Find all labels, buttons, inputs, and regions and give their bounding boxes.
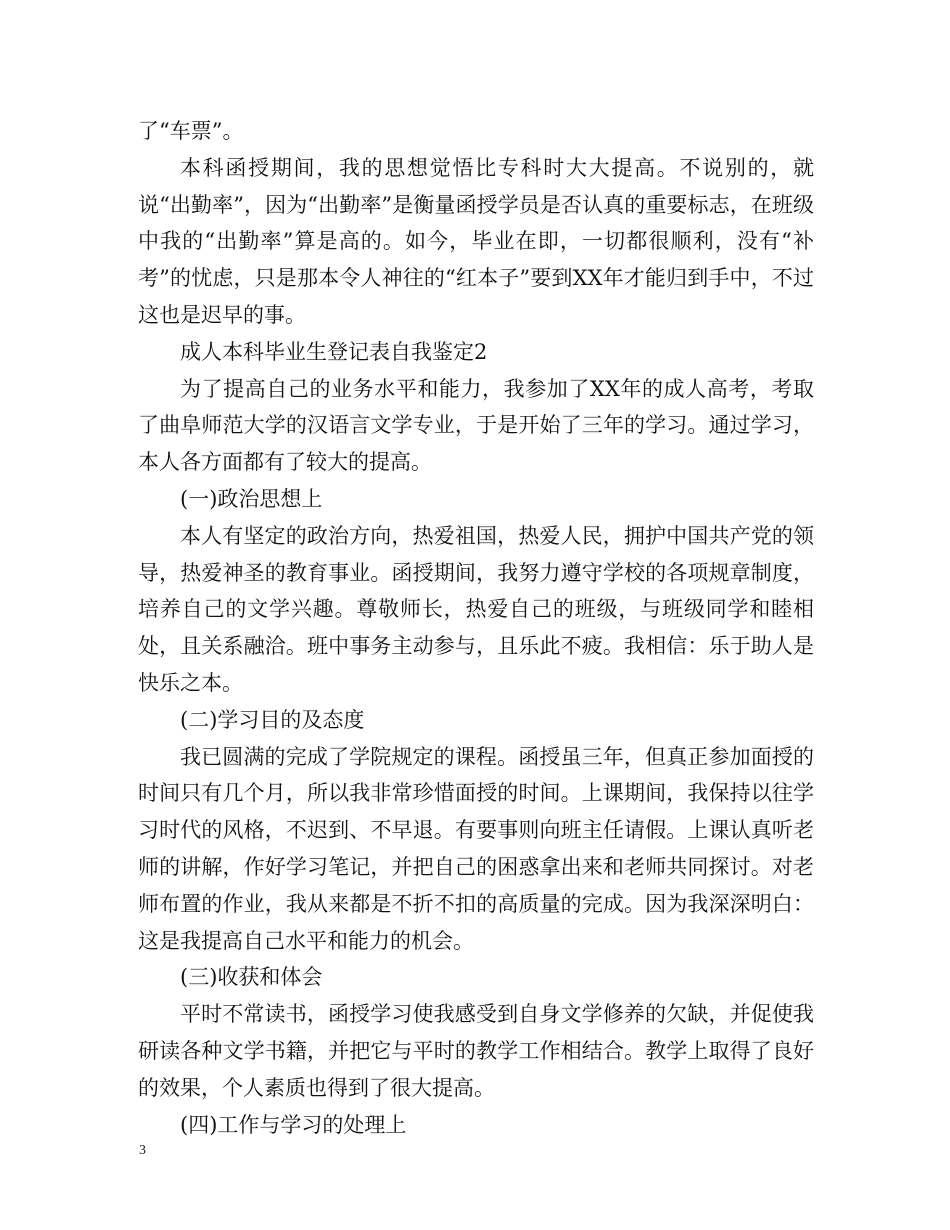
page-number: 3: [139, 1143, 146, 1158]
document-body: [138, 113, 814, 1143]
heading-study-attitude: (二)学习目的及态度: [180, 707, 365, 732]
paragraph-political-thought: 本人有坚定的政治方向，热爱祖国，热爱人民，拥护中国共产党的领导，热爱神圣的教育事业。函授期间，我努力遵守学校的各项规章制度，培养自己的文学兴趣。尊敬师长，热爱自己的班级，与班级同学和睦相处，且关系融洽。班中事务主动参与，且乐此不疲。我相信：乐于助人是快乐之本。: [138, 523, 814, 695]
paragraph-intro: 为了提高自己的业务水平和能力，我参加了XX年的成人高考，考取了曲阜师范大学的汉语言文学专业，于是开始了三年的学习。通过学习，本人各方面都有了较大的提高。: [138, 376, 814, 475]
heading-political-thought: (一)政治思想上: [180, 486, 323, 511]
paragraph-continuation: 了“车票”。: [138, 119, 244, 143]
paragraph-gains: 平时不常读书，函授学习使我感受到自身文学修养的欠缺，并促使我研读各种文学书籍，并把它与平时的教学工作相结合。教学上取得了良好的效果，个人素质也得到了很大提高。: [138, 1002, 814, 1100]
heading-gains: (三)收获和体会: [180, 965, 323, 990]
paragraph-study-attitude: 我已圆满的完成了学院规定的课程。函授虽三年，但真正参加面授的时间只有几个月，所以我非常珍惜面授的时间。上课期间，我保持以往学习时代的风格，不迟到、不早退。有要事则向班主任请假。上课认真听老师的讲解，作好学习笔记，并把自己的困惑拿出来和老师共同探讨。对老师布置的作业，我从来都是不折不扣的高质量的完成。因为我深深明白：这是我提高自己水平和能力的机会。: [138, 744, 814, 953]
heading-work-study-balance: (四)工作与学习的处理上: [180, 1112, 407, 1137]
paragraph-attendance: 本科函授期间，我的思想觉悟比专科时大大提高。不说别的，就说“出勤率”，因为“出勤率”是衡量函授学员是否认真的重要标志，在班级中我的“出勤率”算是高的。如今，毕业在即，一切都很顺利，没有“补考”的忧虑，只是那本令人神往的“红本子”要到XX年才能归到手中，不过这也是迟早的事。: [138, 155, 814, 327]
section-title-self-assessment-2: 成人本科毕业生登记表自我鉴定2: [180, 339, 488, 364]
